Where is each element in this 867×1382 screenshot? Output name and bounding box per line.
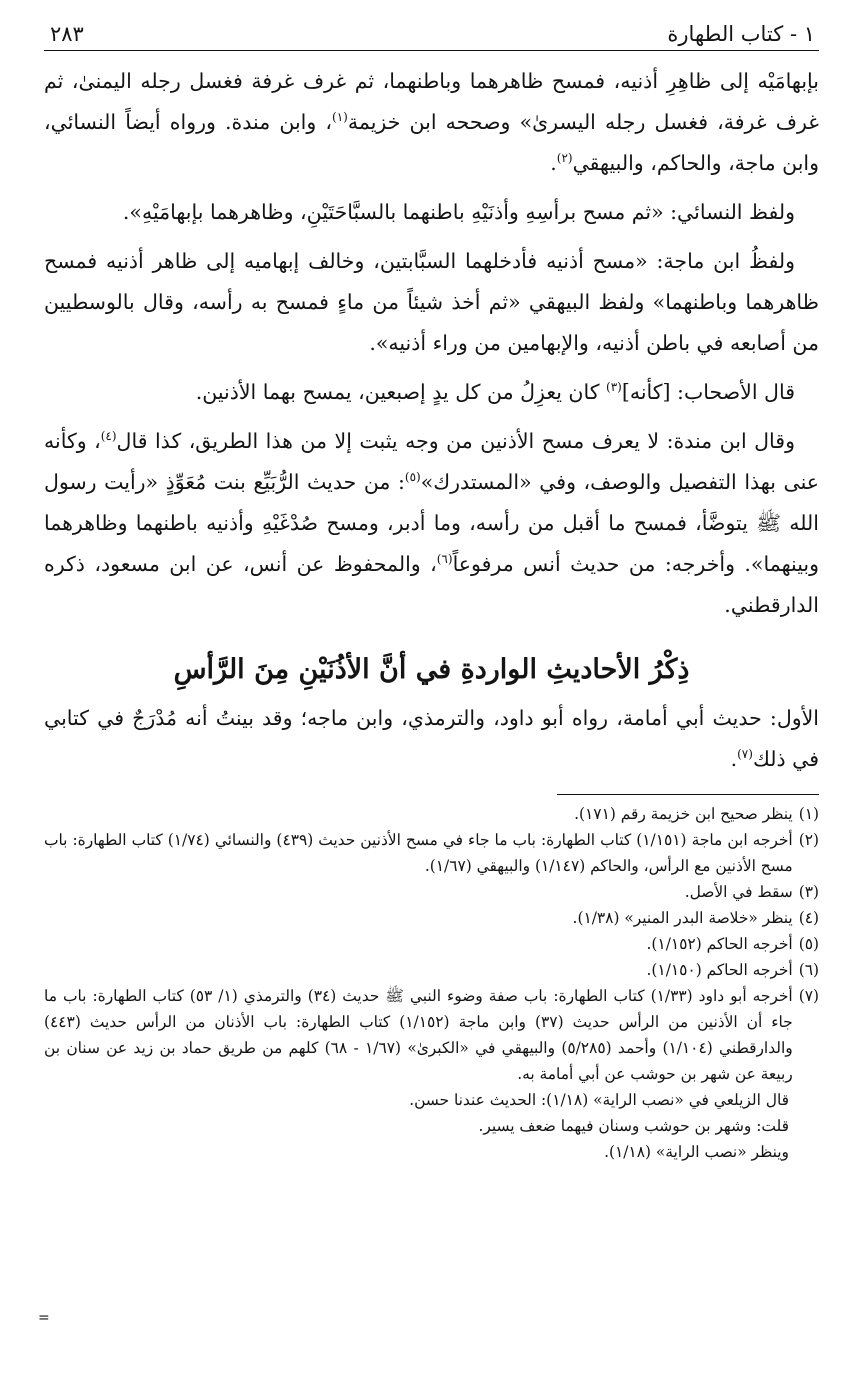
section-heading: ذِكْرُ الأحاديثِ الواردةِ في أنَّ الأذُنَيْنِ مِنَ الرَّأسِ (173, 654, 690, 685)
footnote-5 (44, 931, 819, 957)
page-number: ٢٨٣ (50, 22, 84, 46)
footnote-7-continuation-1: قال الزيلعي في «نصب الراية» (١/١٨): الحديث عندنا حسن. (409, 1091, 789, 1109)
paragraph-1: بإبهامَيْه إلى ظاهِرِ أذنيه، فمسح ظاهرهما وباطنهما، ثم غرف غرفة فغسل رجله اليمنىٰ، ثم غرف غرفة، فغسل رجله اليسرىٰ» وصححه ابن خزيمة$^{(١)}$، وابن مندة. ورواه أيضاً النسائي، وابن ماجة، والحاكم، والبيهقي$^{(٢)}$. (44, 69, 819, 175)
footnote-1 (44, 801, 819, 827)
footnote-text: أخرجه الحاكم (١/١٥٠). (646, 961, 793, 979)
margin-mark: = (38, 1310, 50, 1326)
main-text (44, 61, 819, 780)
footnote-text: أخرجه الحاكم (١/١٥٢). (646, 935, 793, 953)
footnote-ref-3[interactable]: (٣) (606, 380, 622, 395)
footnote-text: أخرجه أبو داود (١/٣٣) كتاب الطهارة: باب صفة وضوء النبي ﷺ حديث (٣٤) والترمذي (١/ ٥٣) كتاب الطهارة: باب ما جاء أن الأذنين من الرأس حديث (٣٧) وابن ماجة (١/١٥٢) كتاب الطهارة: باب الأذنان من الرأس حديث (٤٤٣) والدارقطني (١/١٠٤) وأحمد (٥/٢٨٥) والبيهقي في «الكبرىٰ» (١/٦٧ - ٦٨) كلهم من طريق حماد بن زيد عن سنان بن ربيعة عن شهر بن حوشب عن أبي أمامة به. (44, 987, 793, 1083)
footnote-text: ينظر صحيح ابن خزيمة رقم (١٧١). (574, 805, 793, 823)
chapter-title: ١ - كتاب الطهارة (667, 22, 815, 46)
footnote-number: (٧) (798, 987, 819, 1005)
footnote-7-continuation-2: قلت: وشهر بن حوشب وسنان فيهما ضعف يسير. (478, 1117, 789, 1135)
footnote-4 (44, 905, 819, 931)
paragraph-3: ولفظُ ابن ماجة: «مسح أذنيه فأدخلهما السبَّابتين، وخالف إبهاميه إلى ظاهر أذنيه فمسح ظاهرهما وباطنهما» ولفظ البيهقي «ثم أخذ شيئاً من ماءٍ فمسح به رأسه، وقال بالوسطيين من أصابعه في باطن أذنيه، والإبهامين من وراء أذنيه». (44, 249, 819, 355)
footnote-text: ينظر «خلاصة البدر المنير» (١/٣٨). (572, 909, 793, 927)
footnote-6 (44, 957, 819, 983)
paragraph-6: الأول: حديث أبي أمامة، رواه أبو داود، والترمذي، وابن ماجه؛ وقد بينتُ أنه مُدْرَجٌ في كتابي في ذلك$^{(٧)}$. (44, 706, 819, 771)
footnote-ref-2[interactable]: (٢) (556, 151, 573, 166)
paragraph-2: ولفظ النسائي: «ثم مسح برأسِهِ وأذنَيْهِ باطنهما بالسبَّاحَتَيْنِ، وظاهرهما بإبهامَيْهِ». (122, 200, 795, 224)
footnote-ref-4[interactable]: (٤) (100, 429, 117, 444)
footnote-number: (٤) (798, 909, 819, 927)
footnote-ref-5[interactable]: (٥) (404, 470, 421, 485)
footnote-7-continuation-3: وينظر «نصب الراية» (١/١٨). (604, 1143, 789, 1161)
footnote-ref-7[interactable]: (٧) (737, 747, 753, 762)
footnotes (44, 801, 819, 1165)
running-header (44, 22, 819, 51)
footnote-ref-6[interactable]: (٦) (436, 552, 453, 567)
footnote-number: (٥) (798, 935, 819, 953)
footnote-number: (١) (798, 805, 819, 823)
footnote-ref-1[interactable]: (١) (332, 110, 348, 125)
footnote-text: سقط في الأصل. (684, 883, 793, 901)
footnote-text: أخرجه ابن ماجة (١/١٥١) كتاب الطهارة: باب ما جاء في مسح الأذنين حديث (٤٣٩) والنسائي (١/٧٤) كتاب الطهارة: باب مسح الأذنين مع الرأس، والحاكم (١/١٤٧) والبيهقي (١/٦٧). (44, 831, 793, 875)
footnote-3 (44, 879, 819, 905)
footnote-2 (44, 827, 819, 879)
paragraph-5: وقال ابن مندة: لا يعرف مسح الأذنين من وجه يثبت إلا من هذا الطريق، كذا قال$^{(٤)}$، وكأنه عنى بهذا التفصيل والوصف، وفي «المستدرك»$^{(٥)}$: من حديث الرُّبَيِّع بنت مُعَوِّذٍ «رأيت رسول الله ﷺ يتوضَّأ، فمسح ما أقبل من رأسه، وما أدبر، ومسح صُدْغَيْهِ وأذنيه باطنهما وظاهرهما وبينهما». وأخرجه: من حديث أنس مرفوعاً$^{(٦)}$، والمحفوظ عن أنس، عن ابن مسعود، ذكره الدارقطني. (44, 429, 819, 617)
footnote-divider (557, 794, 819, 795)
footnote-number: (٣) (798, 883, 819, 901)
paragraph-4: قال الأصحاب: [كأنه]$^{(٣)}$ كان يعزِلُ من كل يدٍ إصبعين، يمسح بهما الأذنين. (195, 380, 795, 404)
footnote-number: (٢) (798, 831, 819, 849)
footnote-7 (44, 983, 819, 1087)
footnote-number: (٦) (798, 961, 819, 979)
